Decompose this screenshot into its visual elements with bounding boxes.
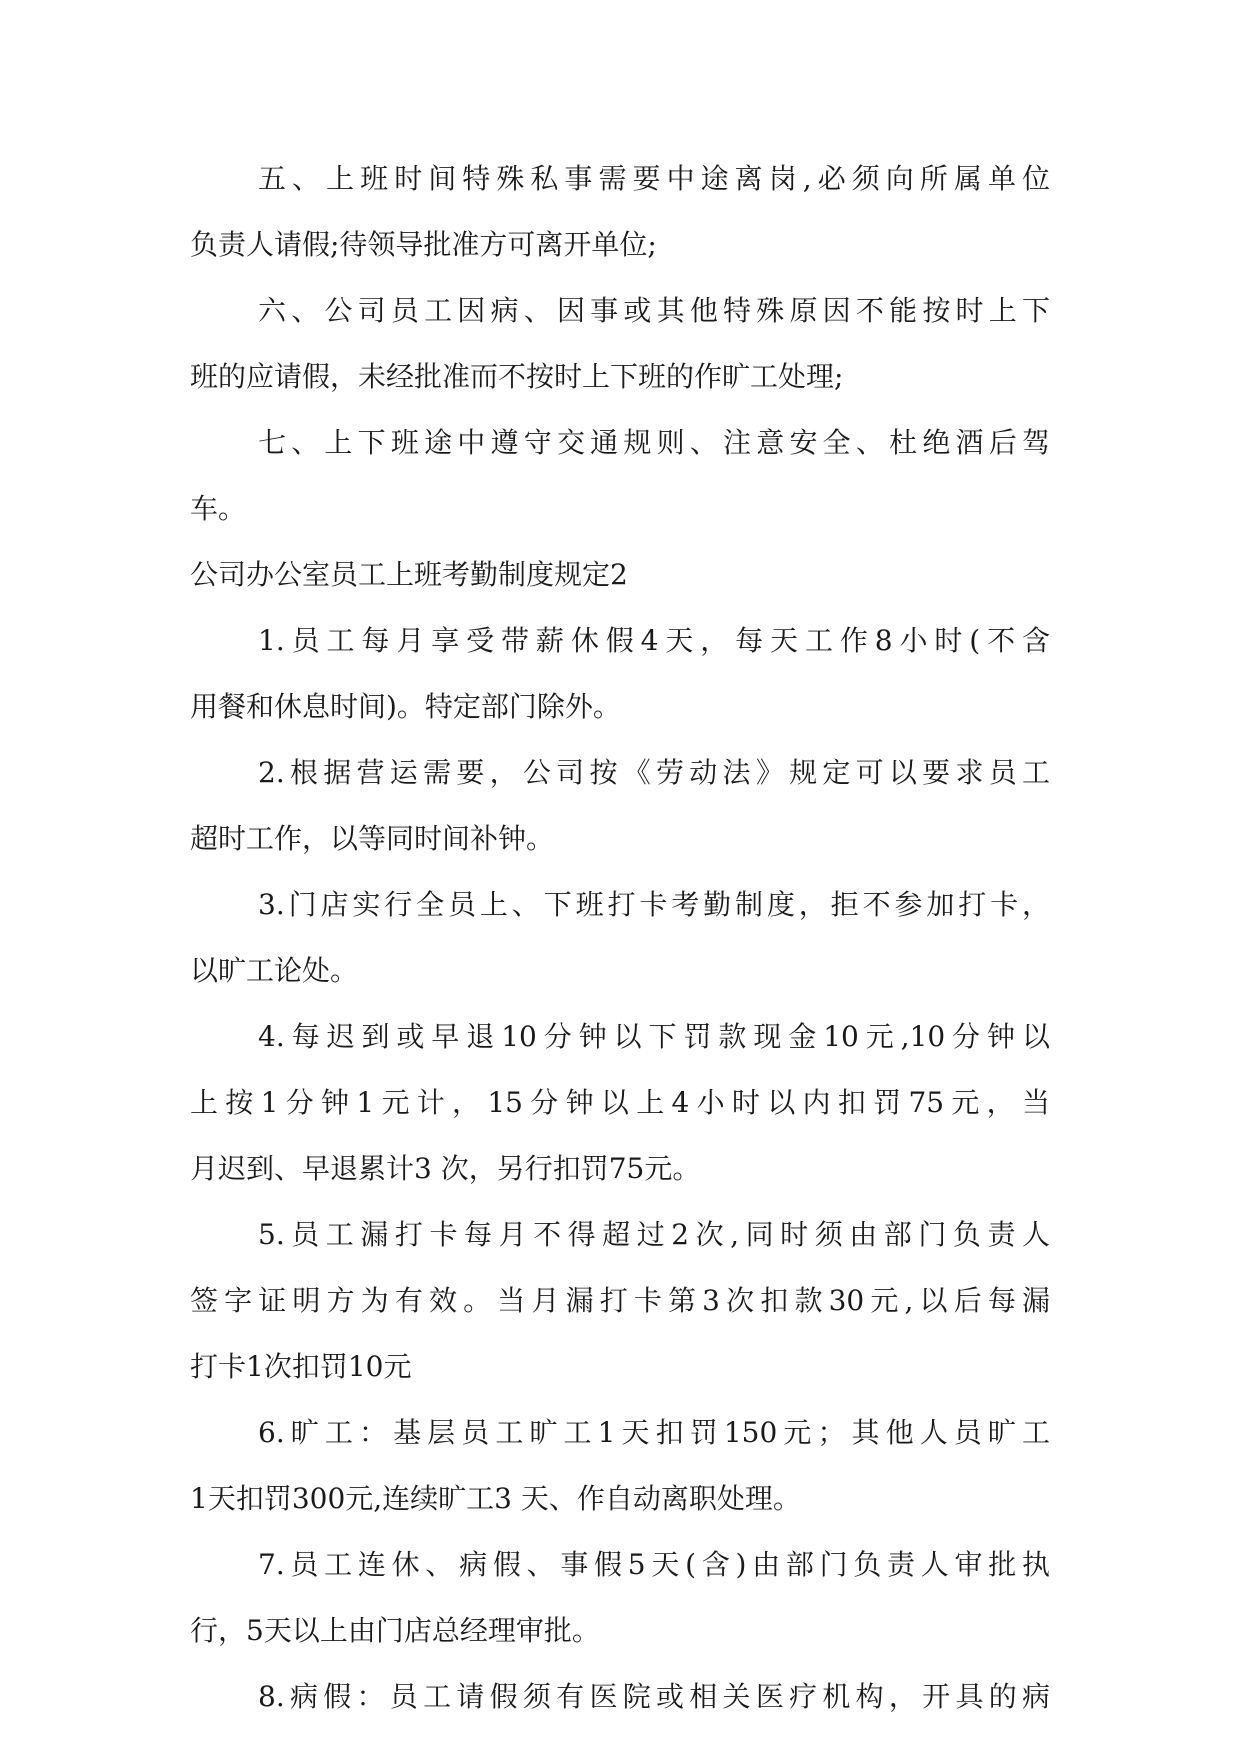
text-line: 以旷工论处。	[190, 954, 359, 987]
text-line: 七、上下班途中遵守交通规则、注意安全、杜绝酒后驾	[258, 426, 1050, 459]
line-gap	[190, 1594, 1050, 1602]
text-line: 行，5天以上由门店总经理审批。	[190, 1614, 600, 1647]
text-line: 班的应请假，未经批准而不按时上下班的作旷工处理;	[190, 360, 844, 393]
line-gap	[190, 1396, 1050, 1404]
text-line: 月迟到、早退累计3 次，另行扣罚75元。	[190, 1152, 701, 1185]
line-gap	[190, 1066, 1050, 1074]
line-gap	[190, 472, 1050, 480]
text-line: 5.员工漏打卡每月不得超过2次,同时须由部门负责人	[258, 1218, 1050, 1251]
text-line: 签字证明方为有效。当月漏打卡第3次扣款30元,以后每漏	[190, 1284, 1050, 1317]
text-line: 6.旷工：基层员工旷工1天扣罚150元；其他人员旷工	[258, 1416, 1050, 1449]
line-gap	[190, 208, 1050, 216]
line-gap	[190, 934, 1050, 942]
line-gap	[190, 274, 1050, 282]
line-gap	[190, 1660, 1050, 1668]
line-gap	[190, 736, 1050, 744]
line-gap	[190, 1000, 1050, 1008]
text-line: 3.门店实行全员上、下班打卡考勤制度，拒不参加打卡，	[258, 888, 1050, 921]
line-gap	[190, 1132, 1050, 1140]
text-line: 2.根据营运需要，公司按《劳动法》规定可以要求员工	[258, 756, 1050, 789]
line-gap	[190, 802, 1050, 810]
text-line: 上按1分钟1元计，15分钟以上4小时以内扣罚75元，当	[190, 1086, 1050, 1119]
text-line: 超时工作，以等同时间补钟。	[190, 822, 555, 855]
text-line: 六、公司员工因病、因事或其他特殊原因不能按时上下	[258, 294, 1050, 327]
line-gap	[190, 538, 1050, 546]
line-gap	[190, 604, 1050, 612]
line-gap	[190, 340, 1050, 348]
text-line: 用餐和休息时间)。特定部门除外。	[190, 690, 621, 723]
text-line: 8.病假：员工请假须有医院或相关医疗机构，开具的病	[258, 1680, 1050, 1713]
line-gap	[190, 1330, 1050, 1338]
text-line: 车。	[190, 492, 247, 525]
text-line: 7.员工连休、病假、事假5天(含)由部门负责人审批执	[258, 1548, 1050, 1581]
line-gap	[190, 406, 1050, 414]
line-gap	[190, 1198, 1050, 1206]
text-line: 打卡1次扣罚10元	[190, 1350, 412, 1383]
line-gap	[190, 1528, 1050, 1536]
line-gap	[190, 868, 1050, 876]
line-gap	[190, 1462, 1050, 1470]
text-line: 负责人请假;待领导批准方可离开单位;	[190, 228, 657, 261]
line-gap	[190, 1264, 1050, 1272]
text-line: 公司办公室员工上班考勤制度规定2	[190, 558, 628, 591]
text-line: 五、上班时间特殊私事需要中途离岗,必须向所属单位	[258, 162, 1050, 195]
document-page	[190, 150, 1050, 1726]
line-gap	[190, 670, 1050, 678]
text-line: 1天扣罚300元,连续旷工3 天、作自动离职处理。	[190, 1482, 801, 1515]
text-line: 4.每迟到或早退10分钟以下罚款现金10元,10分钟以	[258, 1020, 1050, 1053]
text-line: 1.员工每月享受带薪休假4天，每天工作8小时(不含	[258, 624, 1050, 657]
